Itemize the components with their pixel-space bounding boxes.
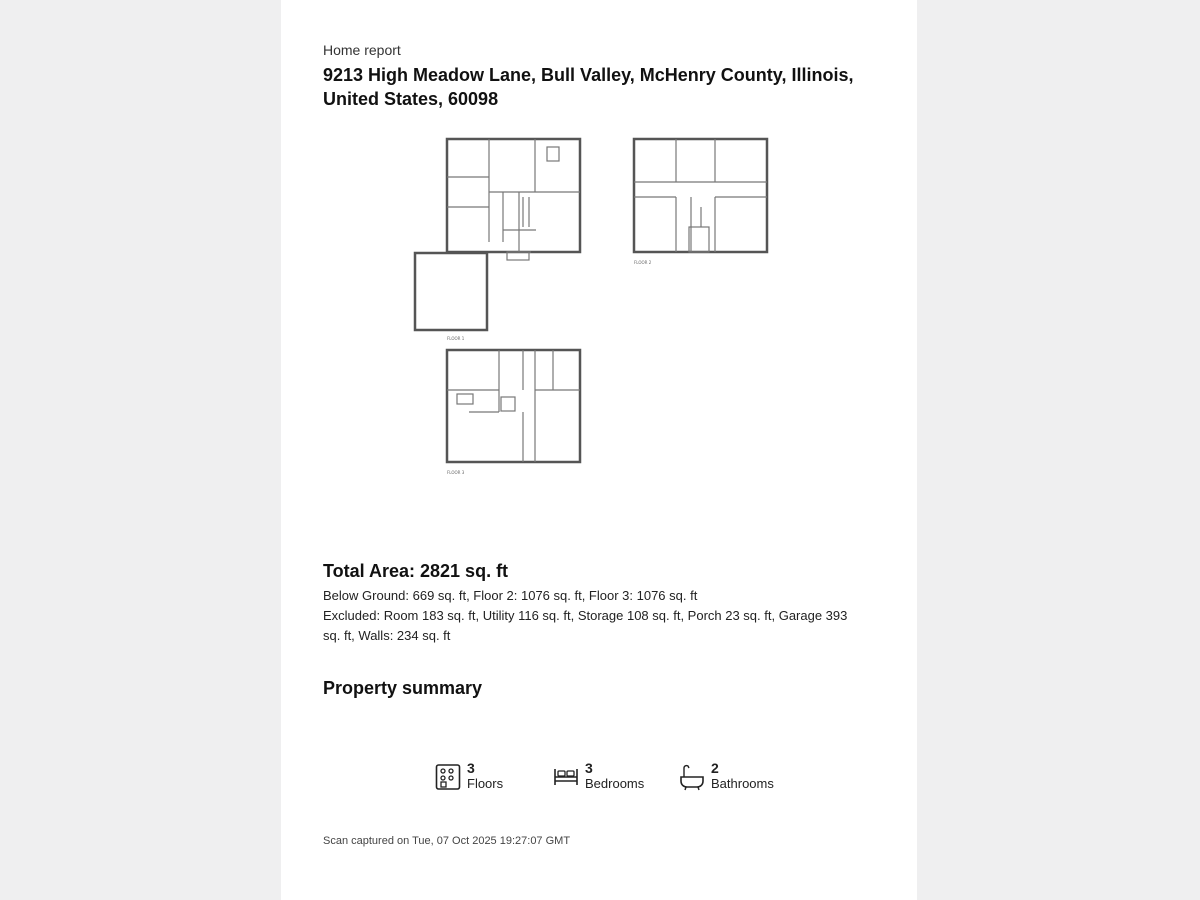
property-summary-title: Property summary [323, 678, 483, 698]
total-area: Total Area: 2821 sq. ft [323, 561, 509, 581]
floor3-outline [447, 350, 580, 462]
property-address: 9213 High Meadow Lane, Bull Valley, McHenry County, Illinois, United States, 60098 [323, 65, 854, 109]
stat-bedrooms [553, 761, 644, 795]
bed-icon [553, 761, 579, 791]
stat-bathrooms-value: 2 [711, 760, 719, 776]
stat-bedrooms-value: 3 [585, 760, 593, 776]
stat-floors [435, 761, 503, 795]
floor3-label: FLOOR 3 [447, 470, 465, 475]
floor2-outline [634, 139, 767, 252]
floor1-outline [447, 139, 580, 252]
stat-bathrooms-label: Bathrooms [711, 776, 774, 791]
garage-outline [415, 253, 487, 330]
bathtub-icon [679, 761, 705, 791]
stat-floors-label: Floors [467, 776, 504, 791]
area-breakdown: Below Ground: 669 sq. ft, Floor 2: 1076 sq. ft, Floor 3: 1076 sq. ft [323, 588, 698, 603]
floor1-label: FLOOR 1 [447, 336, 465, 341]
stat-bedrooms-label: Bedrooms [585, 776, 645, 791]
area-excluded: Excluded: Room 183 sq. ft, Utility 116 sq. ft, Storage 108 sq. ft, Porch 23 sq. ft, Garage 393 sq. ft, Walls: 234 sq. ft [323, 608, 848, 643]
stat-bathrooms [679, 761, 774, 795]
floorplan-svg [411, 132, 781, 482]
floor2-label: FLOOR 2 [634, 260, 652, 265]
scan-timestamp: Scan captured on Tue, 07 Oct 2025 19:27:07 GMT [323, 835, 571, 847]
report-eyebrow: Home report [323, 42, 401, 58]
stat-floors-value: 3 [467, 760, 475, 776]
floorplan-drawings [411, 132, 721, 482]
floors-icon [435, 761, 461, 791]
report-page [281, 0, 917, 900]
